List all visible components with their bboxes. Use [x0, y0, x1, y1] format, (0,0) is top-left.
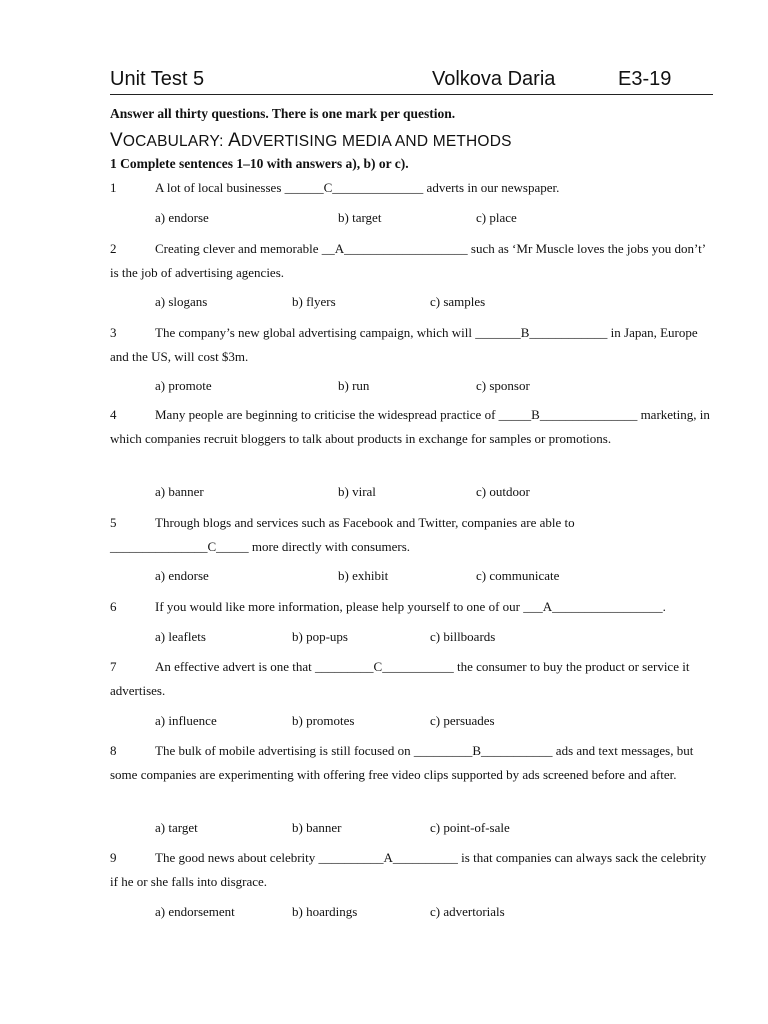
question-text: Through blogs and services such as Facebook and Twitter, companies are able to _______________C_____ more directly with consumers. [110, 515, 575, 554]
question-item [110, 595, 713, 619]
answer-options [155, 820, 715, 840]
question-number: 7 [110, 659, 117, 674]
question-text: The bulk of mobile advertising is still focused on _________B___________ ads and text messages, but some companies are experimenting with offering free video clips supported by ads screened before and after. [110, 743, 694, 782]
question-item [110, 655, 713, 702]
student-name: Volkova Daria [432, 68, 556, 90]
question-item [110, 511, 713, 558]
question-number: 4 [110, 407, 117, 422]
student-group: E3-19 [618, 68, 672, 90]
option-c: c) outdoor [476, 484, 530, 499]
question-number: 8 [110, 743, 117, 758]
option-b: b) pop-ups [292, 629, 348, 644]
option-c: c) point-of-sale [430, 820, 510, 835]
test-title: Unit Test 5 [110, 68, 205, 90]
option-b: b) run [338, 378, 370, 393]
section-heading: VOCABULARY: ADVERTISING MEDIA AND METHODS [110, 130, 512, 151]
option-a: a) endorse [155, 210, 209, 225]
question-text: The company’s new global advertising campaign, which will _______B____________ in Japan, Europe and the US, will cost $3m. [110, 325, 698, 364]
instructions: Answer all thirty questions. There is one mark per question. [110, 106, 456, 121]
question-number: 5 [110, 515, 117, 530]
question-text: An effective advert is one that _________C___________ the consumer to buy the product or service it advertises. [110, 659, 690, 698]
option-c: c) communicate [476, 568, 560, 583]
option-c: c) advertorials [430, 904, 505, 919]
question-item [110, 739, 713, 786]
question-item [110, 237, 713, 284]
option-a: a) influence [155, 713, 217, 728]
option-a: a) target [155, 820, 198, 835]
option-c: c) place [476, 210, 517, 225]
option-a: a) leaflets [155, 629, 206, 644]
answer-options [155, 713, 715, 733]
option-b: b) hoardings [292, 904, 358, 919]
question-item [110, 403, 713, 450]
question-number: 9 [110, 850, 117, 865]
question-text: Many people are beginning to criticise the widespread practice of _____B_______________ marketing, in which companies recruit bloggers to talk about products in exchange for samples or promotions. [110, 407, 710, 446]
answer-options [155, 568, 715, 588]
document-header [110, 66, 713, 95]
option-b: b) viral [338, 484, 376, 499]
option-a: a) banner [155, 484, 204, 499]
answer-options [155, 904, 715, 924]
option-a: a) endorsement [155, 904, 235, 919]
option-c: c) sponsor [476, 378, 530, 393]
question-number: 6 [110, 599, 117, 614]
question-text: If you would like more information, please help yourself to one of our ___A_________________. [155, 599, 666, 614]
answer-options [155, 210, 715, 230]
answer-options [155, 294, 715, 314]
task-instruction: 1 Complete sentences 1–10 with answers a), b) or c). [110, 156, 409, 171]
question-item [110, 846, 713, 893]
answer-options [155, 484, 715, 504]
question-number: 2 [110, 241, 117, 256]
option-a: a) endorse [155, 568, 209, 583]
option-b: b) promotes [292, 713, 355, 728]
question-text: The good news about celebrity __________A__________ is that companies can always sack the celebrity if he or she falls into disgrace. [110, 850, 707, 889]
question-item [110, 176, 713, 200]
option-c: c) billboards [430, 629, 496, 644]
question-number: 1 [110, 180, 117, 195]
question-text: Creating clever and memorable __A___________________ such as ‘Mr Muscle loves the jobs you don’t’ is the job of advertising agencies. [110, 241, 706, 280]
question-item [110, 321, 713, 368]
option-b: b) target [338, 210, 382, 225]
option-c: c) samples [430, 294, 486, 309]
option-a: a) promote [155, 378, 212, 393]
option-b: b) exhibit [338, 568, 389, 583]
answer-options [155, 378, 715, 398]
option-c: c) persuades [430, 713, 495, 728]
option-a: a) slogans [155, 294, 208, 309]
option-b: b) flyers [292, 294, 336, 309]
question-number: 3 [110, 325, 117, 340]
answer-options [155, 629, 715, 649]
option-b: b) banner [292, 820, 342, 835]
question-text: A lot of local businesses ______C______________ adverts in our newspaper. [155, 180, 560, 195]
